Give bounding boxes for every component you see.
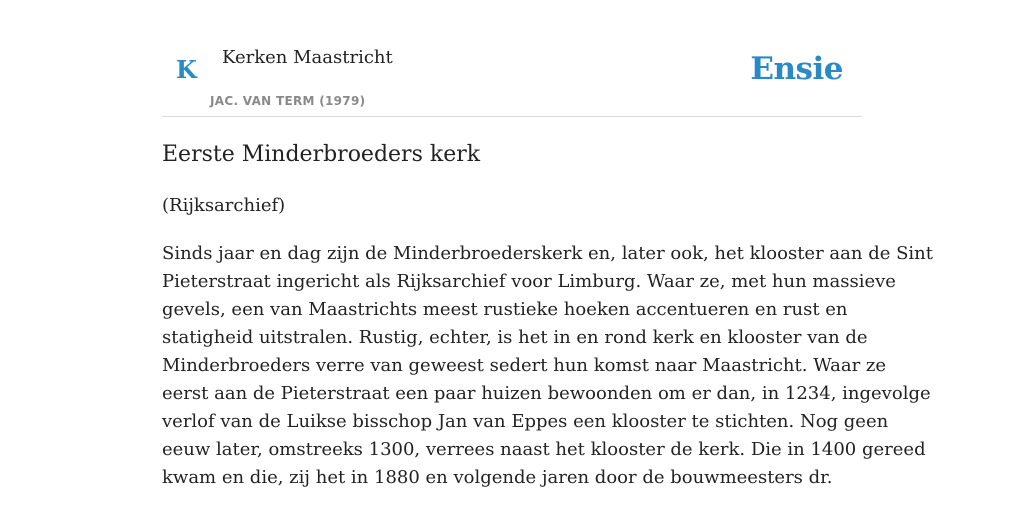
body-line: Sinds jaar en dag zijn de Minderbroederskerk en, later ook, het klooster aan de Sint <box>162 243 934 264</box>
body-line: Pieterstraat ingericht als Rijksarchief voor Limburg. Waar ze, met hun massieve <box>162 271 896 292</box>
article-title: Eerste Minderbroeders kerk <box>162 142 481 167</box>
book-author: JAC. VAN TERM (1979) <box>210 94 366 108</box>
body-line: eeuw later, omstreeks 1300, verrees naast het klooster de kerk. Die in 1400 gereed <box>162 439 926 460</box>
body-line: Minderbroeders verre van geweest sedert hun komst naar Maastricht. Waar ze <box>162 355 887 376</box>
body-line: eerst aan de Pieterstraat een paar huizen bewoonden om er dan, in 1234, ingevolge <box>162 383 931 404</box>
book-header <box>162 40 862 117</box>
body-line: statigheid uitstralen. Rustig, echter, is het in en rond kerk en klooster van de <box>162 327 868 348</box>
ensie-logo-link[interactable]: Ensie <box>750 51 843 87</box>
body-line: verlof van de Luikse bisschop Jan van Eppes een klooster te stichten. Nog geen <box>162 411 889 432</box>
book-logo[interactable]: K <box>176 55 197 84</box>
body-line: kwam en die, zij het in 1880 en volgende jaren door de bouwmeesters dr. <box>162 467 833 488</box>
book-title-link[interactable]: Kerken Maastricht <box>222 47 393 68</box>
body-line: gevels, een van Maastrichts meest rustieke hoeken accentueren en rust en <box>162 299 848 320</box>
article-body <box>162 240 934 492</box>
article-subtitle: (Rijksarchief) <box>162 195 286 216</box>
